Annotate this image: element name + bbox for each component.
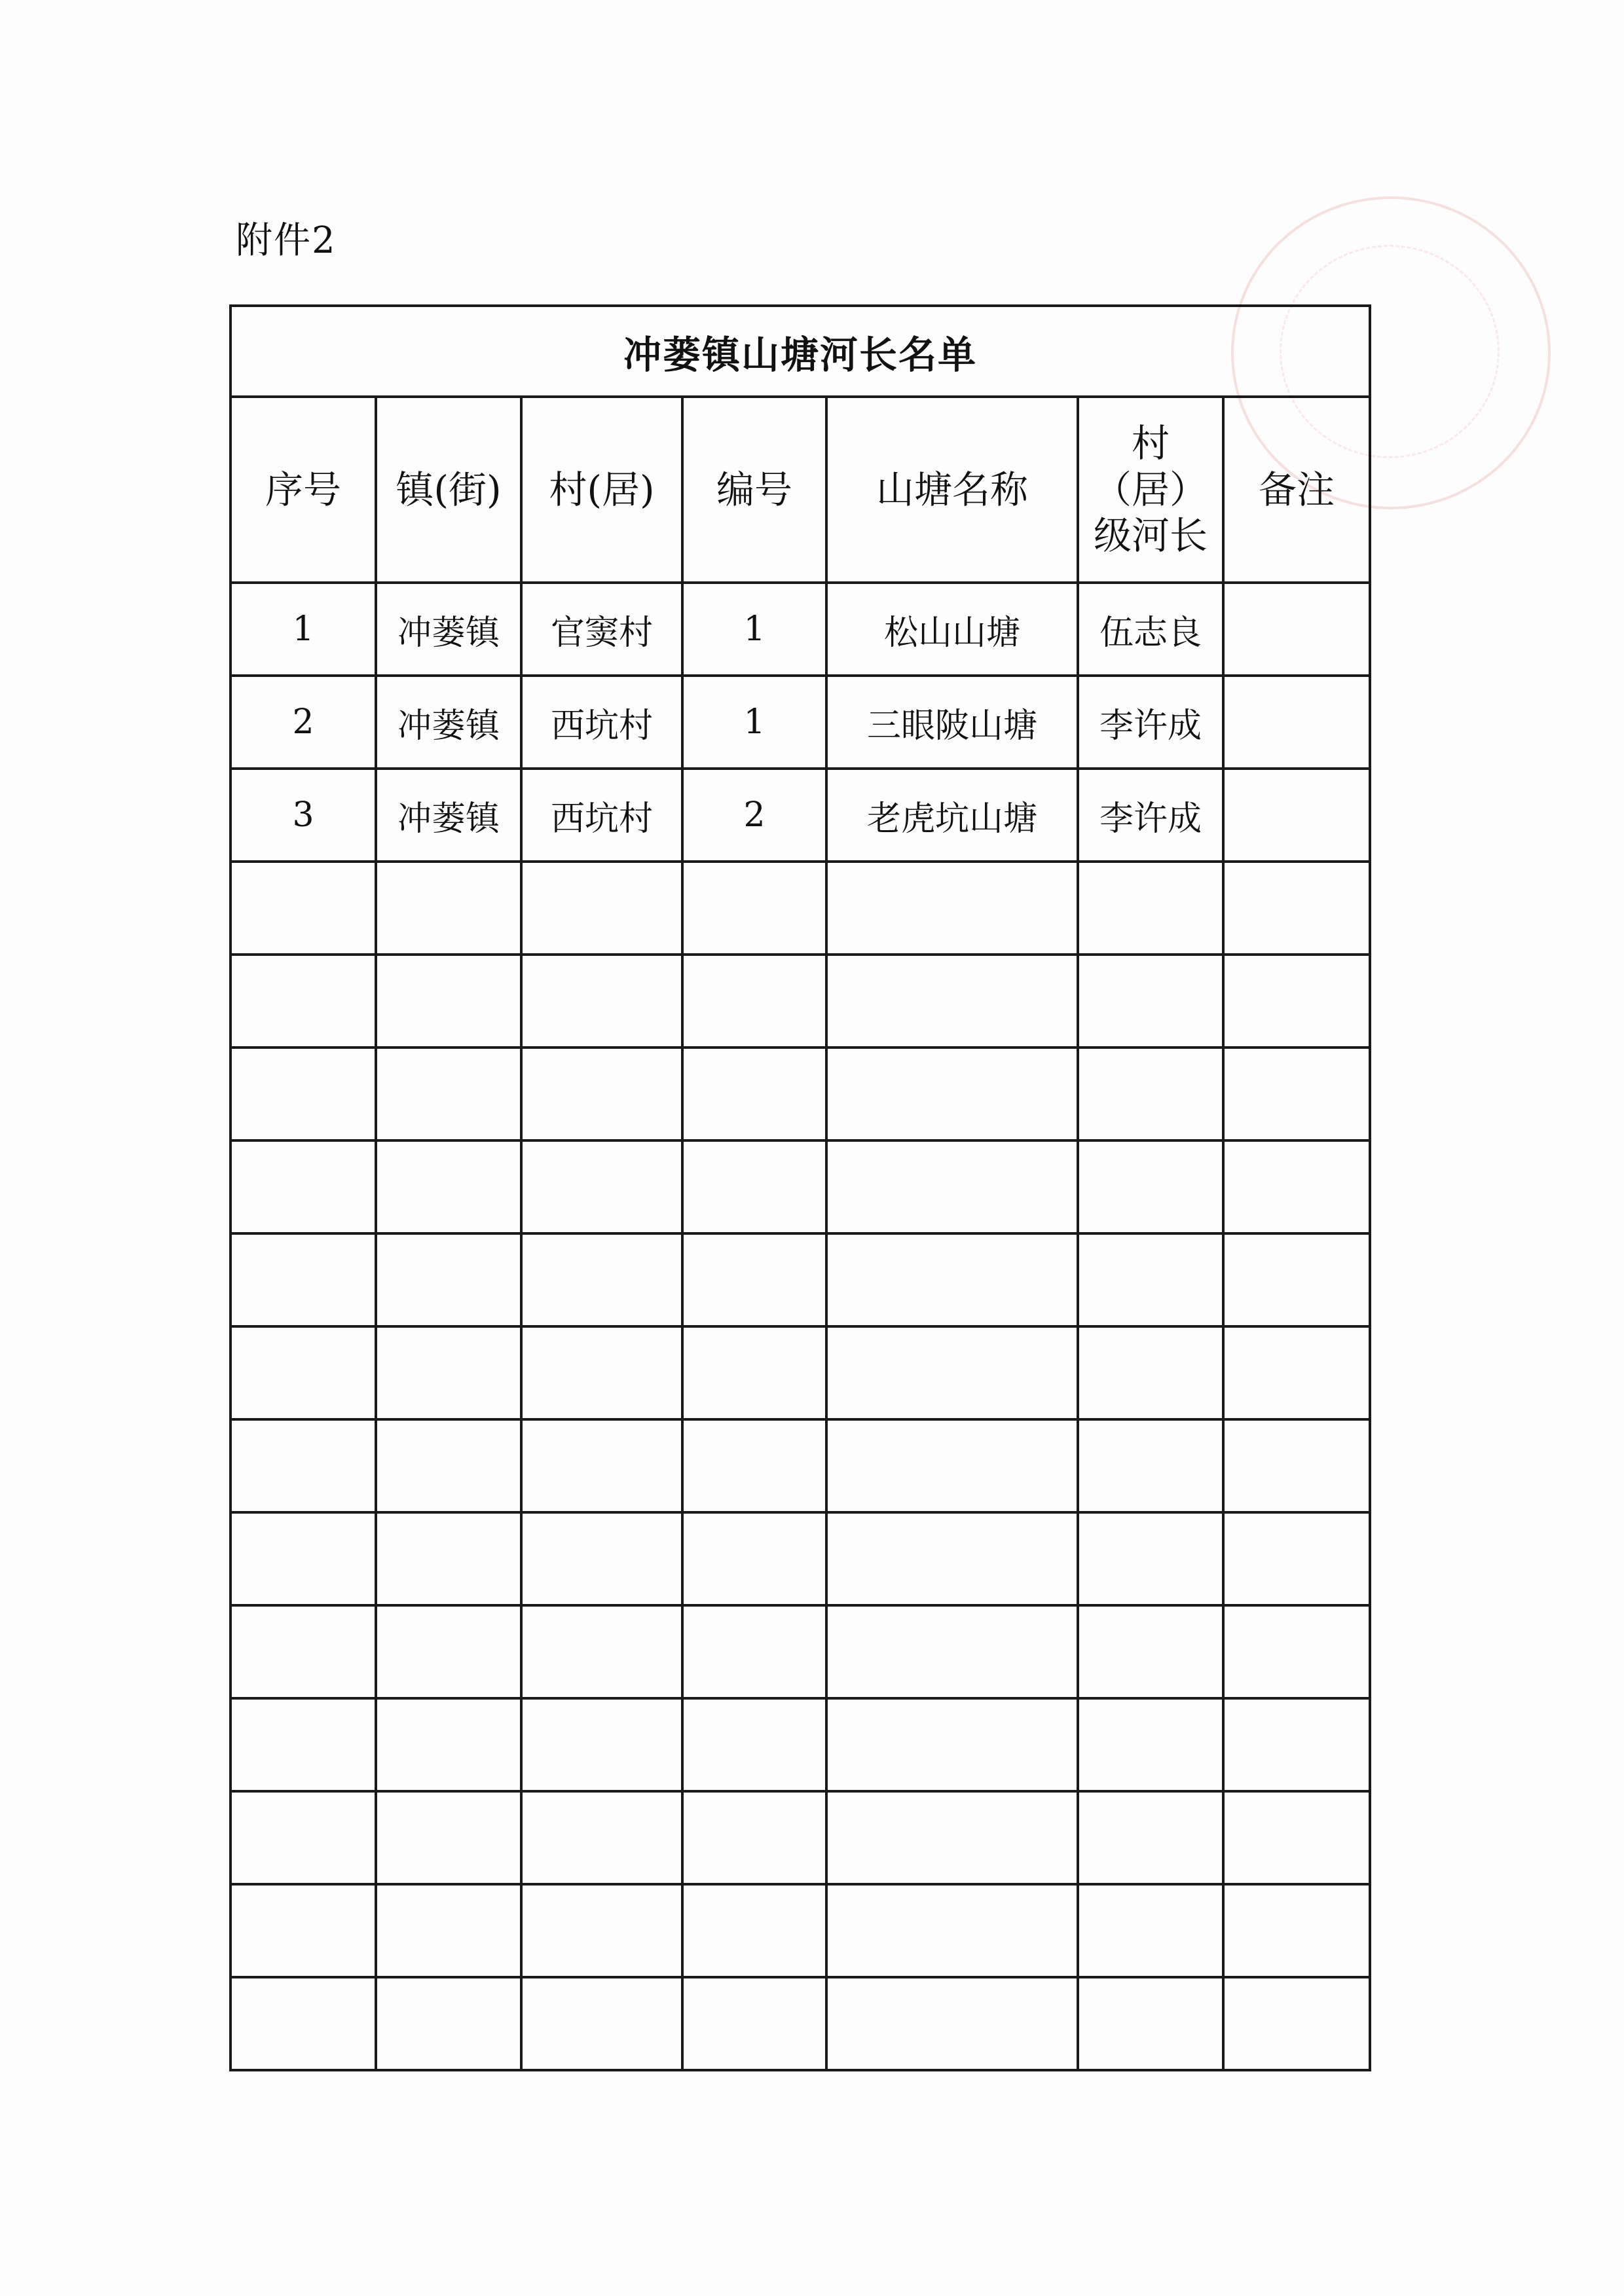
cell-seq-empty <box>231 1233 376 1326</box>
cell-pond-name: 老虎坑山塘 <box>826 769 1078 862</box>
cell-remarks-empty <box>1223 862 1370 955</box>
cell-village-empty <box>521 1233 682 1326</box>
cell-seq-empty <box>231 1326 376 1419</box>
cell-number-empty <box>682 1326 826 1419</box>
cell-village-empty <box>521 1791 682 1884</box>
cell-seq: 2 <box>231 676 376 769</box>
header-village: 村(居) <box>521 397 682 583</box>
empty-table-row <box>231 1977 1370 2070</box>
cell-village-empty <box>521 1419 682 1512</box>
cell-remarks-empty <box>1223 1233 1370 1326</box>
cell-seq-empty <box>231 1048 376 1140</box>
cell-seq-empty <box>231 862 376 955</box>
cell-number-empty <box>682 1419 826 1512</box>
cell-chief: 李许成 <box>1078 676 1223 769</box>
cell-village-empty <box>521 1698 682 1791</box>
cell-number-empty <box>682 1048 826 1140</box>
cell-seq-empty <box>231 1698 376 1791</box>
cell-village-empty <box>521 1977 682 2070</box>
empty-table-row <box>231 1698 1370 1791</box>
cell-number: 1 <box>682 583 826 676</box>
table-title: 冲蒌镇山塘河长名单 <box>231 306 1370 397</box>
cell-town: 冲蒌镇 <box>376 769 521 862</box>
cell-number: 1 <box>682 676 826 769</box>
cell-town-empty <box>376 955 521 1048</box>
table-row <box>231 769 1370 862</box>
cell-pond-name-empty <box>826 1326 1078 1419</box>
cell-town-empty <box>376 1140 521 1233</box>
empty-table-row <box>231 1512 1370 1605</box>
cell-village-empty <box>521 1512 682 1605</box>
cell-chief-empty <box>1078 955 1223 1048</box>
cell-chief-empty <box>1078 1233 1223 1326</box>
empty-table-row <box>231 1233 1370 1326</box>
cell-town-empty <box>376 1977 521 2070</box>
cell-seq-empty <box>231 1140 376 1233</box>
cell-town-empty <box>376 1233 521 1326</box>
cell-number-empty <box>682 1977 826 2070</box>
cell-number-empty <box>682 955 826 1048</box>
cell-village: 西坑村 <box>521 676 682 769</box>
cell-village: 官窦村 <box>521 583 682 676</box>
cell-pond-name-empty <box>826 1605 1078 1698</box>
cell-remarks-empty <box>1223 1977 1370 2070</box>
cell-seq-empty <box>231 1884 376 1977</box>
cell-chief-empty <box>1078 1048 1223 1140</box>
cell-pond-name-empty <box>826 1233 1078 1326</box>
cell-remarks-empty <box>1223 1791 1370 1884</box>
cell-town-empty <box>376 1605 521 1698</box>
cell-number-empty <box>682 1605 826 1698</box>
table-title-row <box>231 306 1370 397</box>
empty-table-row <box>231 1419 1370 1512</box>
cell-remarks-empty <box>1223 1698 1370 1791</box>
cell-pond-name-empty <box>826 862 1078 955</box>
cell-remarks-empty <box>1223 955 1370 1048</box>
header-pond-name: 山塘名称 <box>826 397 1078 583</box>
empty-table-row <box>231 1326 1370 1419</box>
empty-table-row <box>231 1791 1370 1884</box>
cell-chief-empty <box>1078 1977 1223 2070</box>
cell-town-empty <box>376 1698 521 1791</box>
empty-table-row <box>231 862 1370 955</box>
cell-seq: 1 <box>231 583 376 676</box>
cell-chief-empty <box>1078 1140 1223 1233</box>
cell-remarks <box>1223 583 1370 676</box>
cell-pond-name-empty <box>826 1048 1078 1140</box>
cell-seq-empty <box>231 1605 376 1698</box>
header-village-chief <box>1078 397 1223 583</box>
cell-chief-empty <box>1078 1512 1223 1605</box>
cell-town-empty <box>376 1419 521 1512</box>
cell-pond-name-empty <box>826 1512 1078 1605</box>
cell-chief-empty <box>1078 1419 1223 1512</box>
cell-remarks <box>1223 769 1370 862</box>
header-remarks: 备注 <box>1223 397 1370 583</box>
cell-chief-empty <box>1078 1326 1223 1419</box>
cell-pond-name-empty <box>826 1884 1078 1977</box>
cell-number-empty <box>682 1140 826 1233</box>
cell-remarks-empty <box>1223 1512 1370 1605</box>
cell-town: 冲蒌镇 <box>376 583 521 676</box>
cell-number-empty <box>682 862 826 955</box>
cell-pond-name: 松山山塘 <box>826 583 1078 676</box>
cell-chief-empty <box>1078 1791 1223 1884</box>
cell-number-empty <box>682 1233 826 1326</box>
cell-village-empty <box>521 1048 682 1140</box>
river-chief-roster-table <box>229 304 1371 2071</box>
table-row <box>231 583 1370 676</box>
cell-village-empty <box>521 1605 682 1698</box>
cell-seq-empty <box>231 1419 376 1512</box>
cell-pond-name-empty <box>826 1419 1078 1512</box>
cell-town-empty <box>376 862 521 955</box>
cell-remarks-empty <box>1223 1048 1370 1140</box>
header-number: 编号 <box>682 397 826 583</box>
cell-number: 2 <box>682 769 826 862</box>
cell-chief-empty <box>1078 862 1223 955</box>
cell-remarks-empty <box>1223 1884 1370 1977</box>
cell-seq-empty <box>231 955 376 1048</box>
cell-town-empty <box>376 1791 521 1884</box>
cell-remarks-empty <box>1223 1605 1370 1698</box>
cell-chief-empty <box>1078 1884 1223 1977</box>
cell-chief: 李许成 <box>1078 769 1223 862</box>
cell-seq: 3 <box>231 769 376 862</box>
cell-village: 西坑村 <box>521 769 682 862</box>
cell-town: 冲蒌镇 <box>376 676 521 769</box>
attachment-label: 附件2 <box>236 219 337 262</box>
table-row <box>231 676 1370 769</box>
cell-seq-empty <box>231 1512 376 1605</box>
cell-town-empty <box>376 1884 521 1977</box>
cell-remarks-empty <box>1223 1140 1370 1233</box>
header-village-chief-line1: 村 <box>1131 420 1170 465</box>
cell-village-empty <box>521 862 682 955</box>
cell-seq-empty <box>231 1977 376 2070</box>
cell-village-empty <box>521 1140 682 1233</box>
cell-number-empty <box>682 1512 826 1605</box>
header-town: 镇(街) <box>376 397 521 583</box>
header-village-chief-line3: 级河长 <box>1093 513 1208 558</box>
cell-number-empty <box>682 1791 826 1884</box>
cell-chief: 伍志良 <box>1078 583 1223 676</box>
empty-table-row <box>231 1884 1370 1977</box>
cell-village-empty <box>521 955 682 1048</box>
cell-remarks-empty <box>1223 1326 1370 1419</box>
cell-pond-name-empty <box>826 1791 1078 1884</box>
empty-table-row <box>231 1605 1370 1698</box>
cell-pond-name-empty <box>826 1977 1078 2070</box>
header-seq: 序号 <box>231 397 376 583</box>
table-header-row <box>231 397 1370 583</box>
cell-town-empty <box>376 1326 521 1419</box>
cell-pond-name-empty <box>826 1140 1078 1233</box>
cell-number-empty <box>682 1698 826 1791</box>
cell-town-empty <box>376 1512 521 1605</box>
cell-seq-empty <box>231 1791 376 1884</box>
cell-number-empty <box>682 1884 826 1977</box>
cell-remarks <box>1223 676 1370 769</box>
cell-pond-name-empty <box>826 955 1078 1048</box>
cell-town-empty <box>376 1048 521 1140</box>
cell-chief-empty <box>1078 1605 1223 1698</box>
header-village-chief-line2: （居） <box>1093 467 1208 512</box>
cell-pond-name: 三眼陂山塘 <box>826 676 1078 769</box>
cell-remarks-empty <box>1223 1419 1370 1512</box>
empty-table-row <box>231 955 1370 1048</box>
cell-pond-name-empty <box>826 1698 1078 1791</box>
cell-chief-empty <box>1078 1698 1223 1791</box>
empty-table-row <box>231 1048 1370 1140</box>
empty-table-row <box>231 1140 1370 1233</box>
cell-village-empty <box>521 1326 682 1419</box>
cell-village-empty <box>521 1884 682 1977</box>
